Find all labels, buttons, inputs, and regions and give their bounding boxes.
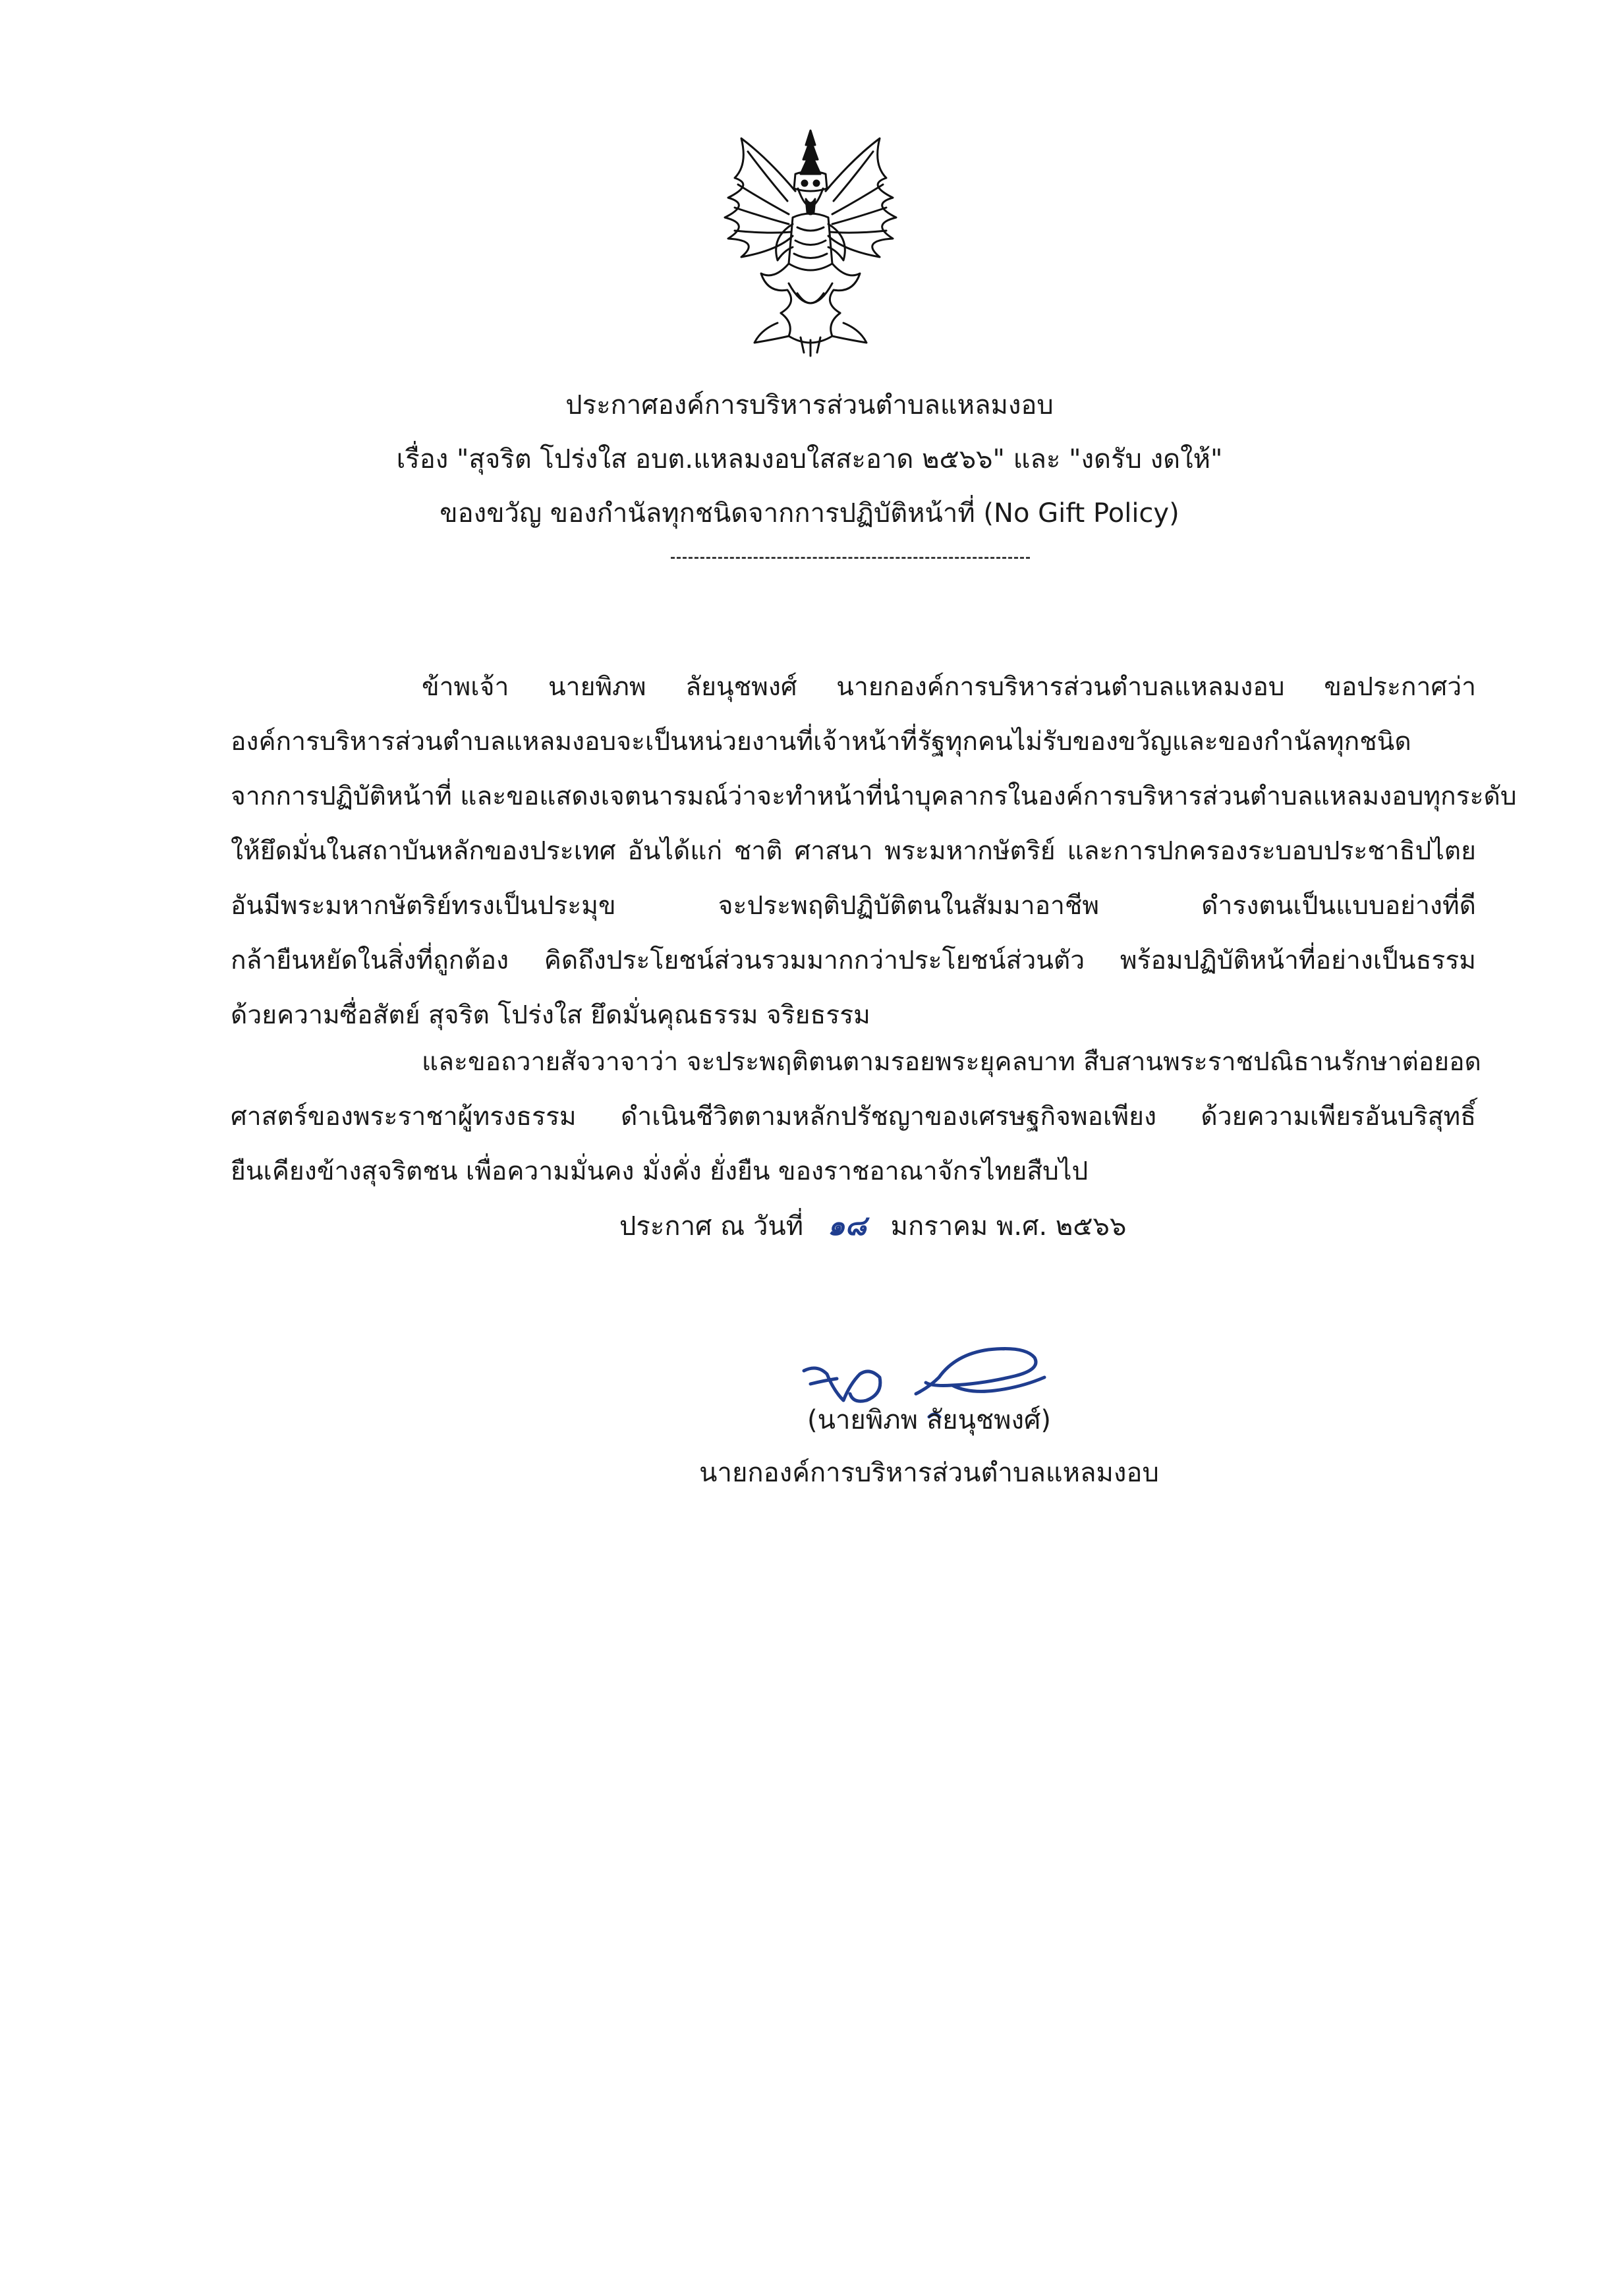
date-prefix: ประกาศ ณ วันที่ bbox=[619, 1211, 804, 1242]
signatory-title: นายกองค์การบริหารส่วนตำบลแหลมงอบ bbox=[699, 1458, 1159, 1488]
garuda-emblem-icon bbox=[715, 125, 906, 359]
announcement-date bbox=[619, 1206, 1126, 1246]
paragraph-2-line: ศาสตร์ของพระราชาผู้ทรงธรรม ดำเนินชีวิตตามหลักปรัชญาของเศรษฐกิจพอเพียง ด้วยความเพียรอันบริสุทธิ์ bbox=[231, 1102, 1476, 1132]
paragraph-1-line: ข้าพเจ้า นายพิภพ ลัยนุชพงศ์ นายกองค์การบริหารส่วนตำบลแหลมงอบ ขอประกาศว่า bbox=[422, 672, 1476, 702]
paragraph-1-line: อันมีพระมหากษัตริย์ทรงเป็นประมุข จะประพฤติปฏิบัติตนในสัมมาอาชีพ ดำรงตนเป็นแบบอย่างที่ดี bbox=[231, 891, 1476, 921]
paragraph-1-line: จากการปฏิบัติหน้าที่ และขอแสดงเจตนารมณ์ว่าจะทำหน้าที่นำบุคลากรในองค์การบริหารส่วนตำบลแหลมงอบทุกระดับ bbox=[231, 782, 1517, 811]
paragraph-1-line: องค์การบริหารส่วนตำบลแหลมงอบจะเป็นหน่วยงานที่เจ้าหน้าที่รัฐทุกคนไม่รับของขวัญและของกำนัลทุกชนิด bbox=[231, 727, 1411, 757]
signatory-name: (นายพิภพ ลัยนุชพงศ์) bbox=[807, 1405, 1051, 1435]
announcement-subject: เรื่อง "สุจริต โปร่งใส อบต.แหลมงอบใสสะอาด ๒๕๖๖" และ "งดรับ งดให้" bbox=[396, 444, 1223, 474]
paragraph-2-line: และขอถวายสัจวาจาว่า จะประพฤติตนตามรอยพระยุคลบาท สืบสานพระราชปณิธานรักษาต่อยอด bbox=[422, 1047, 1481, 1077]
header-divider bbox=[671, 557, 1030, 559]
announcement-title: ประกาศองค์การบริหารส่วนตำบลแหลมงอบ bbox=[565, 390, 1054, 420]
paragraph-2-line: ยืนเคียงข้างสุจริตชน เพื่อความมั่นคง มั่งคั่ง ยั่งยืน ของราชอาณาจักรไทยสืบไป bbox=[231, 1157, 1089, 1186]
date-month-year: มกราคม พ.ศ. ๒๕๖๖ bbox=[890, 1211, 1127, 1242]
paragraph-1-line: กล้ายืนหยัดในสิ่งที่ถูกต้อง คิดถึงประโยชน์ส่วนรวมมากกว่าประโยชน์ส่วนตัว พร้อมปฏิบัติหน้าที่อย่างเป็นธรรม bbox=[231, 946, 1476, 975]
paragraph-1-line: ให้ยึดมั่นในสถาบันหลักของประเทศ อันได้แก่ ชาติ ศาสนา พระมหากษัตริย์ และการปกครองระบอบประชาธิปไตย bbox=[231, 836, 1476, 866]
paragraph-1-line: ด้วยความซื่อสัตย์ สุจริต โปร่งใส ยึดมั่นคุณธรรม จริยธรรม bbox=[231, 1000, 870, 1030]
date-day: ๑๘ bbox=[827, 1209, 866, 1242]
announcement-subject-continued: ของขวัญ ของกำนัลทุกชนิดจากการปฏิบัติหน้าที่ (No Gift Policy) bbox=[440, 498, 1179, 529]
